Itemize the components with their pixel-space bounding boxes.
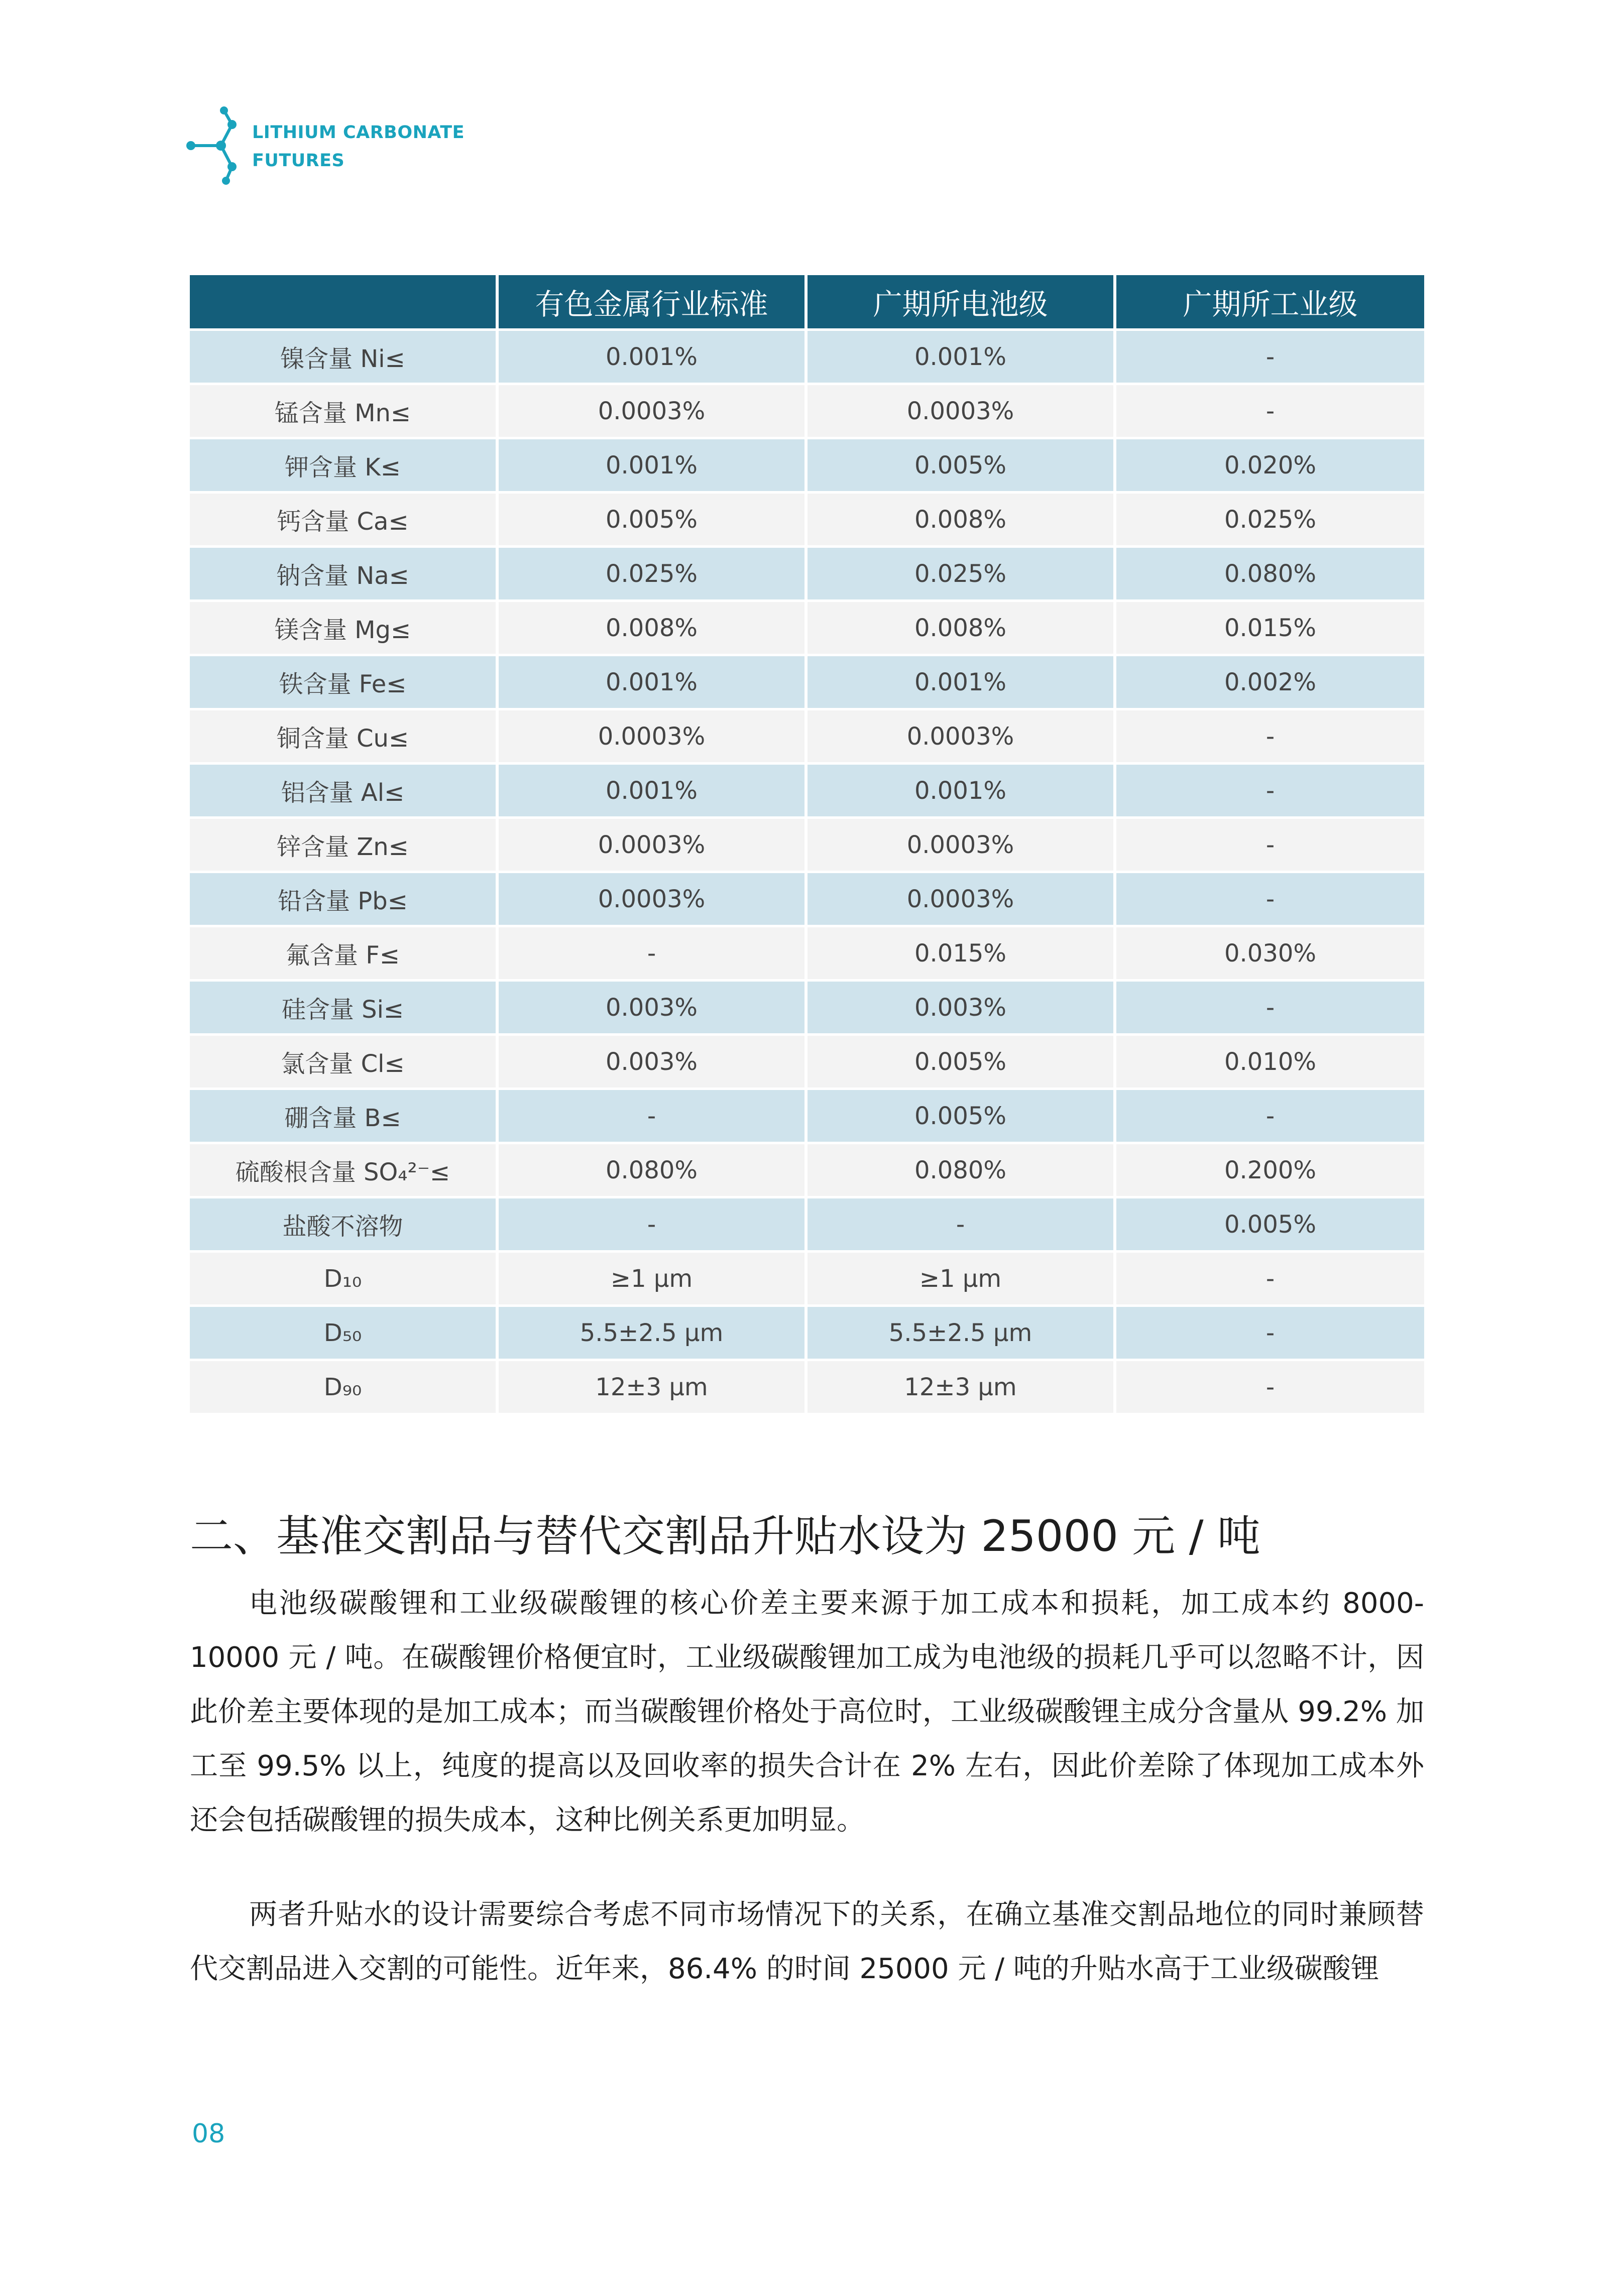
table-cell: - xyxy=(499,925,808,979)
table-cell: 0.003% xyxy=(499,1033,808,1087)
table-row xyxy=(190,599,1424,654)
table-cell: 12±3 μm xyxy=(499,1359,808,1413)
table-cell: 5.5±2.5 μm xyxy=(499,1304,808,1359)
table-cell: 5.5±2.5 μm xyxy=(808,1304,1116,1359)
table-row xyxy=(190,383,1424,437)
table-row-label: 铅含量 Pb≤ xyxy=(190,871,499,925)
table-cell: - xyxy=(1116,979,1424,1033)
table-row xyxy=(190,871,1424,925)
table-row-label: 氟含量 F≤ xyxy=(190,925,499,979)
table-cell: 0.001% xyxy=(499,437,808,491)
body-paragraph: 两者升贴水的设计需要综合考虑不同市场情况下的关系，在确立基准交割品地位的同时兼顾替代交割品进入交割的可能性。近年来，86.4% 的时间 25000 元 / 吨的升贴水高于工业级碳酸锂 xyxy=(190,1898,1424,1985)
table-row-label: 硫酸根含量 SO₄²⁻≤ xyxy=(190,1142,499,1196)
brand-title-line2: FUTURES xyxy=(252,151,345,171)
table-cell: 0.0003% xyxy=(808,871,1116,925)
table-cell: 0.200% xyxy=(1116,1142,1424,1196)
table-row-label: 钾含量 K≤ xyxy=(190,437,499,491)
table-cell: 0.0003% xyxy=(499,708,808,762)
table-cell: 0.0003% xyxy=(499,871,808,925)
table-cell: 0.008% xyxy=(808,491,1116,545)
table-cell: 0.015% xyxy=(1116,599,1424,654)
table-cell: 0.005% xyxy=(808,1087,1116,1142)
table-cell: 0.003% xyxy=(499,979,808,1033)
table-row xyxy=(190,1359,1424,1413)
table-cell: 0.080% xyxy=(808,1142,1116,1196)
table-row-label: D₉₀ xyxy=(190,1359,499,1413)
table-header-cell: 广期所工业级 xyxy=(1116,275,1424,328)
table-cell: - xyxy=(499,1196,808,1250)
table-row xyxy=(190,1087,1424,1142)
table-cell: 0.025% xyxy=(499,545,808,599)
table-body xyxy=(190,328,1424,1413)
table-cell: 0.0003% xyxy=(499,816,808,871)
table-row xyxy=(190,491,1424,545)
table-cell: 0.005% xyxy=(499,491,808,545)
table-cell: ≥1 μm xyxy=(808,1250,1116,1304)
table-cell: 0.001% xyxy=(499,762,808,816)
table-row xyxy=(190,762,1424,816)
table-cell: 0.015% xyxy=(808,925,1116,979)
table-row-label: 钙含量 Ca≤ xyxy=(190,491,499,545)
table-cell: 0.005% xyxy=(1116,1196,1424,1250)
table-cell: 0.001% xyxy=(499,328,808,383)
table-row-label: 镁含量 Mg≤ xyxy=(190,599,499,654)
table-row-label: 硼含量 B≤ xyxy=(190,1087,499,1142)
table-cell: - xyxy=(1116,816,1424,871)
table-row xyxy=(190,328,1424,383)
table-cell: 0.030% xyxy=(1116,925,1424,979)
table-row xyxy=(190,979,1424,1033)
table-row-label: 铝含量 Al≤ xyxy=(190,762,499,816)
table-row-label: 锰含量 Mn≤ xyxy=(190,383,499,437)
section-heading: 二、基准交割品与替代交割品升贴水设为 25000 元 / 吨 xyxy=(190,1511,1260,1561)
table-cell: 0.005% xyxy=(808,1033,1116,1087)
table-row xyxy=(190,1304,1424,1359)
table-cell: 0.0003% xyxy=(808,708,1116,762)
table-cell: 0.008% xyxy=(808,599,1116,654)
table-cell: - xyxy=(808,1196,1116,1250)
table-cell: - xyxy=(1116,708,1424,762)
table-cell: - xyxy=(1116,871,1424,925)
table-row-label: 铁含量 Fe≤ xyxy=(190,654,499,708)
table-cell: - xyxy=(1116,1250,1424,1304)
table-row xyxy=(190,437,1424,491)
table-row-label: 硅含量 Si≤ xyxy=(190,979,499,1033)
table-row xyxy=(190,708,1424,762)
table-row xyxy=(190,816,1424,871)
table-row-label: D₅₀ xyxy=(190,1304,499,1359)
table-cell: 12±3 μm xyxy=(808,1359,1116,1413)
table-cell: 0.0003% xyxy=(808,816,1116,871)
table-cell: 0.001% xyxy=(808,654,1116,708)
table-header-row xyxy=(190,275,1424,328)
table-cell: 0.080% xyxy=(1116,545,1424,599)
table-cell: - xyxy=(1116,1087,1424,1142)
table-cell: - xyxy=(1116,762,1424,816)
table-row xyxy=(190,1250,1424,1304)
body-paragraph: 电池级碳酸锂和工业级碳酸锂的核心价差主要来源于加工成本和损耗，加工成本约 8000-10000 元 / 吨。在碳酸锂价格便宜时，工业级碳酸锂加工成为电池级的损耗几乎可以忽略不计，因此价差主要体现的是加工成本；而当碳酸锂价格处于高位时，工业级碳酸锂主成分含量从 99.2% 加工至 99.5% 以上，纯度的提高以及回收率的损失合计在 2% 左右，因此价差除了体现加工成本外还会包括碳酸锂的损失成本，这种比例关系更加明显。 xyxy=(190,1587,1424,1837)
table-header-cell: 广期所电池级 xyxy=(808,275,1116,328)
table-cell: 0.025% xyxy=(808,545,1116,599)
table-cell: - xyxy=(1116,1359,1424,1413)
table-header-cell: 有色金属行业标准 xyxy=(499,275,808,328)
table-cell: 0.003% xyxy=(808,979,1116,1033)
table-row-label: 盐酸不溶物 xyxy=(190,1196,499,1250)
table-row xyxy=(190,1142,1424,1196)
table-cell: - xyxy=(1116,1304,1424,1359)
molecule-logo-icon xyxy=(186,100,246,191)
table-cell: - xyxy=(499,1087,808,1142)
table-cell: 0.001% xyxy=(808,328,1116,383)
table-row xyxy=(190,925,1424,979)
table-cell: 0.0003% xyxy=(808,383,1116,437)
table-cell: - xyxy=(1116,383,1424,437)
page-number: 08 xyxy=(192,2119,225,2149)
table-row-label: 钠含量 Na≤ xyxy=(190,545,499,599)
table-row xyxy=(190,1196,1424,1250)
table-cell: 0.001% xyxy=(808,762,1116,816)
table-header-cell xyxy=(190,275,499,328)
table-cell: 0.002% xyxy=(1116,654,1424,708)
brand-title-line1: LITHIUM CARBONATE xyxy=(252,123,465,143)
brand-title xyxy=(252,118,465,175)
table-cell: 0.020% xyxy=(1116,437,1424,491)
table-row-label: D₁₀ xyxy=(190,1250,499,1304)
spec-comparison-table xyxy=(190,275,1424,1413)
table-cell: 0.080% xyxy=(499,1142,808,1196)
table-cell: 0.001% xyxy=(499,654,808,708)
table-row-label: 锌含量 Zn≤ xyxy=(190,816,499,871)
table-cell: - xyxy=(1116,328,1424,383)
table-row xyxy=(190,545,1424,599)
table-row-label: 铜含量 Cu≤ xyxy=(190,708,499,762)
table-cell: 0.025% xyxy=(1116,491,1424,545)
table-row-label: 镍含量 Ni≤ xyxy=(190,328,499,383)
table-cell: ≥1 μm xyxy=(499,1250,808,1304)
table-row-label: 氯含量 Cl≤ xyxy=(190,1033,499,1087)
table-cell: 0.008% xyxy=(499,599,808,654)
table-cell: 0.005% xyxy=(808,437,1116,491)
table-cell: 0.010% xyxy=(1116,1033,1424,1087)
table-row xyxy=(190,654,1424,708)
table-row xyxy=(190,1033,1424,1087)
table-cell: 0.0003% xyxy=(499,383,808,437)
